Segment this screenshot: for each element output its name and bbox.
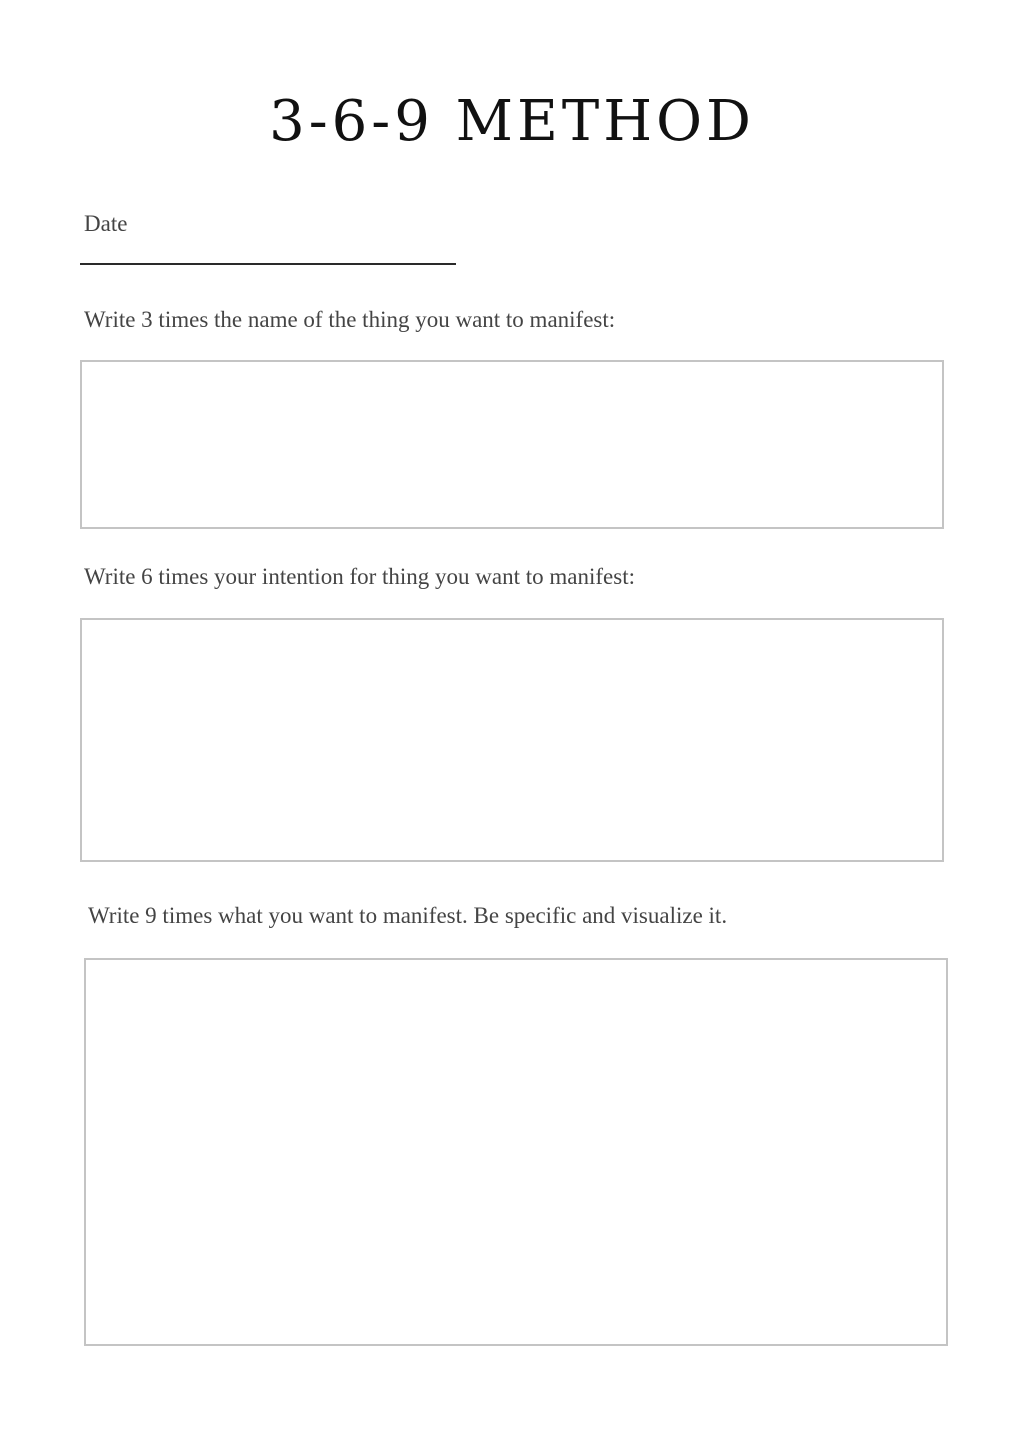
section-3-prompt: Write 3 times the name of the thing you want to manifest: [84, 307, 616, 332]
section-9-prompt: Write 9 times what you want to manifest. Be specific and visualize it. [88, 903, 728, 928]
section-6-prompt: Write 6 times your intention for thing you want to manifest: [84, 564, 635, 589]
page-title: 3-6-9 METHOD [269, 89, 755, 154]
section-6-writing-box[interactable] [80, 618, 944, 862]
section-9-writing-box[interactable] [84, 958, 948, 1346]
date-field-line[interactable] [80, 263, 456, 265]
section-3-writing-box[interactable] [80, 360, 944, 529]
date-label: Date [84, 211, 128, 236]
